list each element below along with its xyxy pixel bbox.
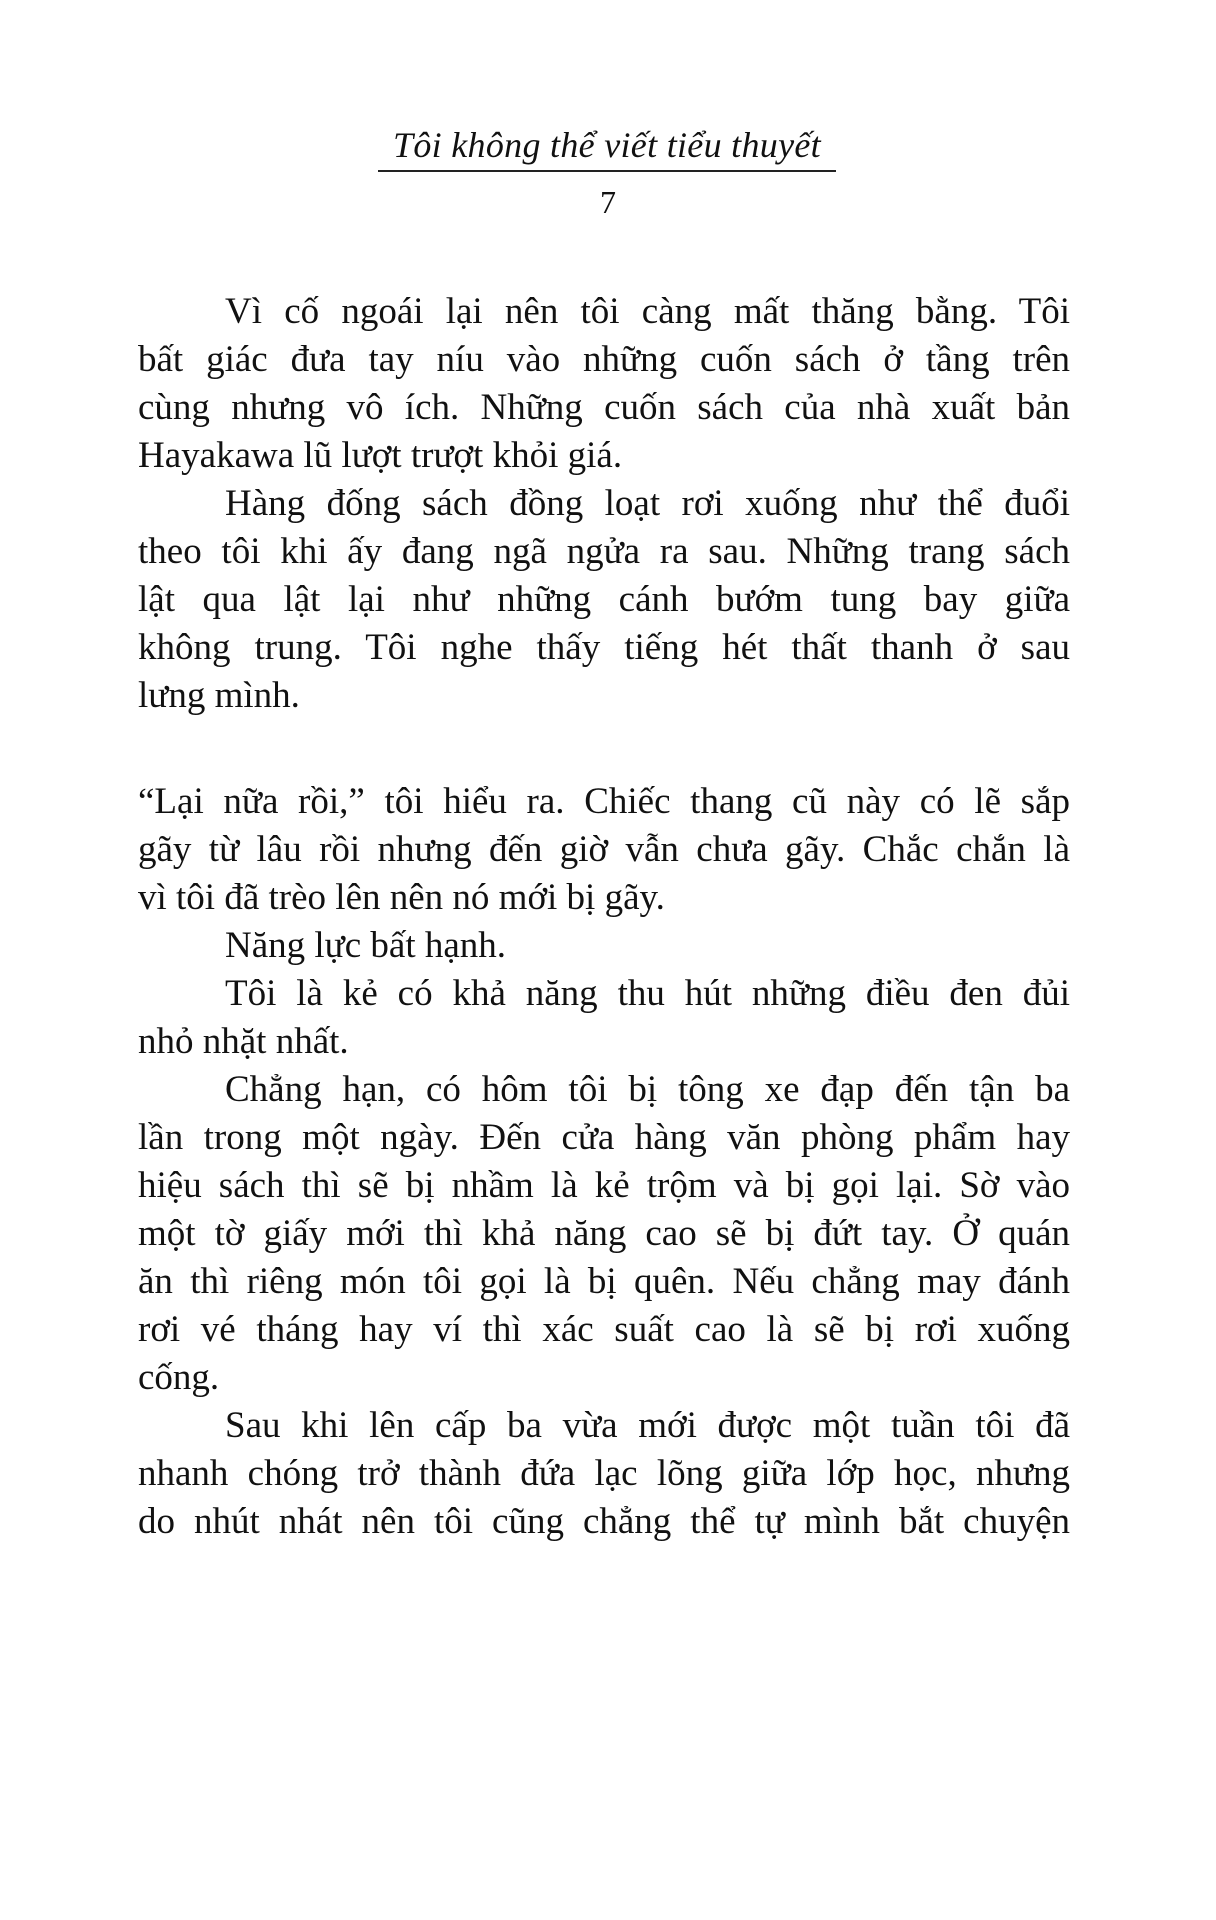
text-line: cùng nhưng vô ích. Những cuốn sách của nhà xuất bản — [138, 387, 1070, 428]
paragraph — [138, 480, 1070, 720]
body-text — [138, 288, 1070, 1546]
text-line: một tờ giấy mới thì khả năng cao sẽ bị đứt tay. Ở quán — [138, 1213, 1070, 1254]
text-line: vì tôi đã trèo lên nên nó mới bị gãy. — [138, 877, 665, 918]
section-break — [138, 720, 1070, 778]
text-line: Chẳng hạn, có hôm tôi bị tông xe đạp đến tận ba — [225, 1069, 1070, 1110]
text-line: Năng lực bất hạnh. — [225, 925, 507, 966]
text-line: do nhút nhát nên tôi cũng chẳng thể tự mình bắt chuyện — [138, 1501, 1070, 1542]
text-line: theo tôi khi ấy đang ngã ngửa ra sau. Những trang sách — [138, 531, 1070, 572]
text-line: gãy từ lâu rồi nhưng đến giờ vẫn chưa gãy. Chắc chắn là — [138, 829, 1070, 870]
text-line: nhỏ nhặt nhất. — [138, 1021, 349, 1062]
text-line: Hàng đống sách đồng loạt rơi xuống như thể đuổi — [225, 483, 1070, 524]
paragraph — [138, 1402, 1070, 1546]
text-line: Vì cố ngoái lại nên tôi càng mất thăng bằng. Tôi — [225, 291, 1070, 332]
text-line: rơi vé tháng hay ví thì xác suất cao là sẽ bị rơi xuống — [138, 1309, 1070, 1350]
text-line: bất giác đưa tay níu vào những cuốn sách ở tầng trên — [138, 339, 1070, 380]
running-header-title: Tôi không thể viết tiểu thuyết — [378, 122, 836, 172]
text-line: lưng mình. — [138, 675, 300, 716]
text-line: Sau khi lên cấp ba vừa mới được một tuần tôi đã — [225, 1405, 1070, 1446]
paragraph — [138, 778, 1070, 922]
text-line: hiệu sách thì sẽ bị nhầm là kẻ trộm và bị gọi lại. Sờ vào — [138, 1165, 1070, 1206]
text-line: không trung. Tôi nghe thấy tiếng hét thất thanh ở sau — [138, 627, 1070, 668]
text-line: Tôi là kẻ có khả năng thu hút những điều đen đủi — [225, 973, 1070, 1014]
paragraph — [138, 1066, 1070, 1402]
paragraph — [138, 922, 1070, 970]
paragraph — [138, 970, 1070, 1066]
text-line: nhanh chóng trở thành đứa lạc lõng giữa lớp học, nhưng — [138, 1453, 1070, 1494]
paragraph — [138, 288, 1070, 480]
text-line: cống. — [138, 1357, 220, 1398]
text-line: “Lại nữa rồi,” tôi hiểu ra. Chiếc thang cũ này có lẽ sắp — [138, 781, 1070, 822]
text-line: lật qua lật lại như những cánh bướm tung bay giữa — [138, 579, 1070, 620]
text-line: Hayakawa lũ lượt trượt khỏi giá. — [138, 435, 623, 476]
text-line: ăn thì riêng món tôi gọi là bị quên. Nếu chẳng may đánh — [138, 1261, 1070, 1302]
page-number: 7 — [600, 184, 616, 220]
text-line: lần trong một ngày. Đến cửa hàng văn phòng phẩm hay — [138, 1117, 1070, 1158]
